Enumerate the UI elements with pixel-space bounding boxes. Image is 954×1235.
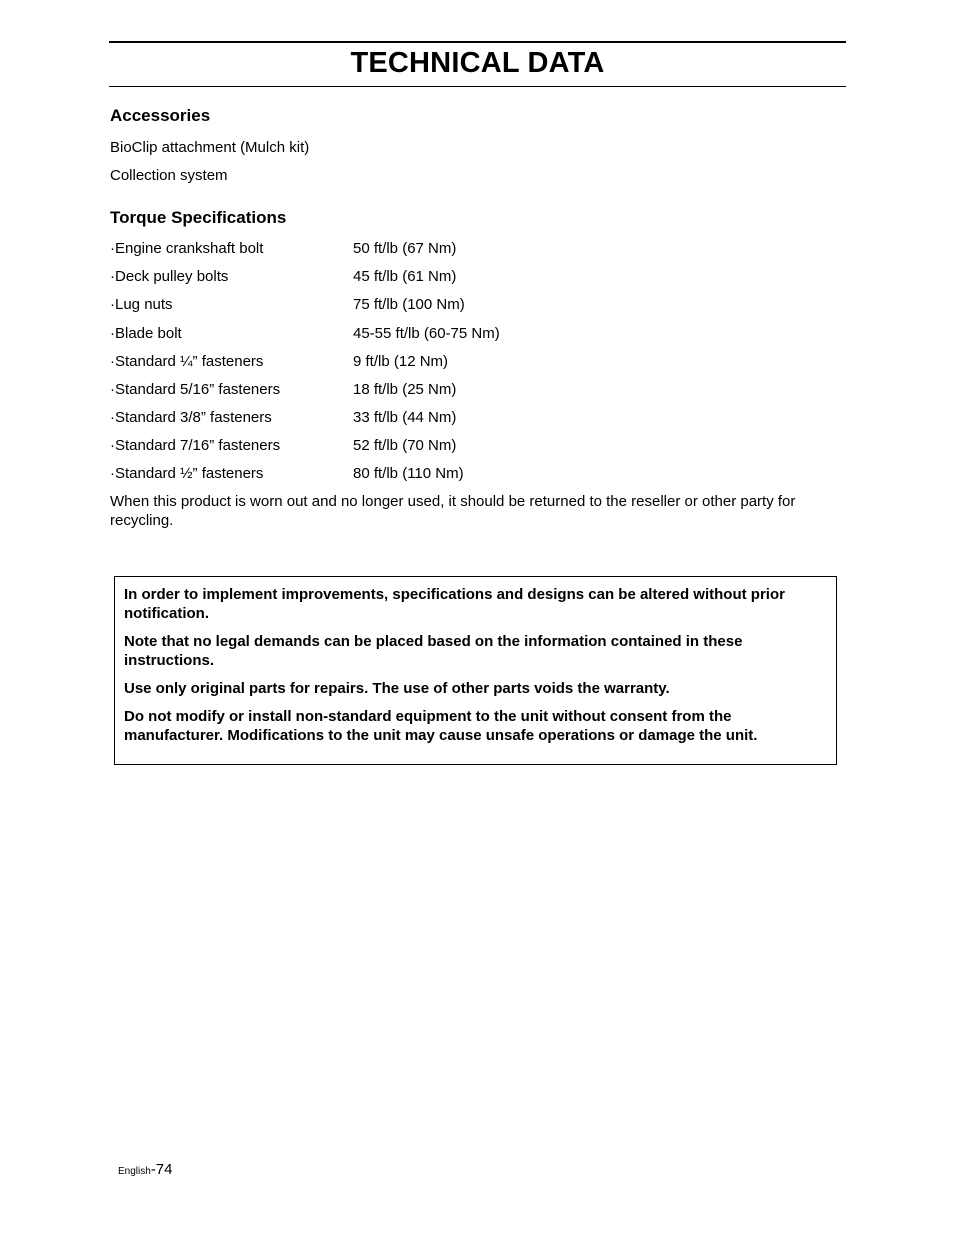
torque-item-value: 52 ft/lb (70 Nm)	[353, 437, 457, 454]
accessory-item: Collection system	[110, 167, 228, 184]
accessory-item: BioClip attachment (Mulch kit)	[110, 139, 310, 156]
torque-row	[110, 239, 610, 259]
notice-box	[114, 576, 837, 765]
notice-paragraph: Note that no legal demands can be placed based on the information contained in these instructions.	[124, 633, 743, 669]
torque-row	[110, 352, 610, 372]
notice-paragraph: Use only original parts for repairs. The use of other parts voids the warranty.	[124, 680, 670, 697]
torque-item-name: ·Standard 3/8” fasteners	[110, 409, 272, 426]
torque-item-name: ·Lug nuts	[110, 296, 173, 313]
accessories-heading: Accessories	[110, 106, 211, 125]
torque-item-name: ·Standard ¼” fasteners	[110, 353, 264, 370]
notice-paragraph: In order to implement improvements, specifications and designs can be altered without prior notification.	[124, 586, 785, 622]
torque-item-value: 50 ft/lb (67 Nm)	[353, 240, 457, 257]
torque-item-value: 80 ft/lb (110 Nm)	[353, 465, 464, 482]
torque-item-value: 45-55 ft/lb (60-75 Nm)	[353, 325, 500, 342]
page-footer	[118, 1161, 173, 1179]
torque-row	[110, 380, 610, 400]
notice-paragraph: Do not modify or install non-standard equipment to the unit without consent from the manufacturer. Modifications to the unit may cause unsafe operations or damage the unit.	[124, 708, 758, 744]
torque-heading: Torque Specifications	[110, 208, 287, 227]
title-top-rule	[109, 41, 846, 43]
recycling-note: When this product is worn out and no longer used, it should be returned to the reseller or other party for recycling.	[110, 493, 796, 529]
torque-row	[110, 408, 610, 428]
torque-row	[110, 436, 610, 456]
torque-item-name: ·Engine crankshaft bolt	[110, 240, 264, 257]
torque-item-name: ·Standard 7/16” fasteners	[110, 437, 281, 454]
page-title: TECHNICAL DATA	[350, 47, 605, 79]
torque-item-value: 18 ft/lb (25 Nm)	[353, 381, 457, 398]
torque-row	[110, 267, 610, 287]
torque-row	[110, 324, 610, 344]
torque-item-name: ·Deck pulley bolts	[110, 268, 229, 285]
torque-item-value: 33 ft/lb (44 Nm)	[353, 409, 457, 426]
torque-item-value: 45 ft/lb (61 Nm)	[353, 268, 457, 285]
torque-row	[110, 464, 610, 484]
page-number: -74	[150, 1161, 173, 1178]
torque-item-value: 9 ft/lb (12 Nm)	[353, 353, 449, 370]
torque-item-name: ·Blade bolt	[110, 325, 182, 342]
torque-item-value: 75 ft/lb (100 Nm)	[353, 296, 465, 313]
torque-item-name: ·Standard ½” fasteners	[110, 465, 264, 482]
footer-language: English	[118, 1166, 151, 1177]
title-bottom-rule	[109, 86, 846, 87]
torque-item-name: ·Standard 5/16” fasteners	[110, 381, 281, 398]
torque-row	[110, 295, 610, 315]
